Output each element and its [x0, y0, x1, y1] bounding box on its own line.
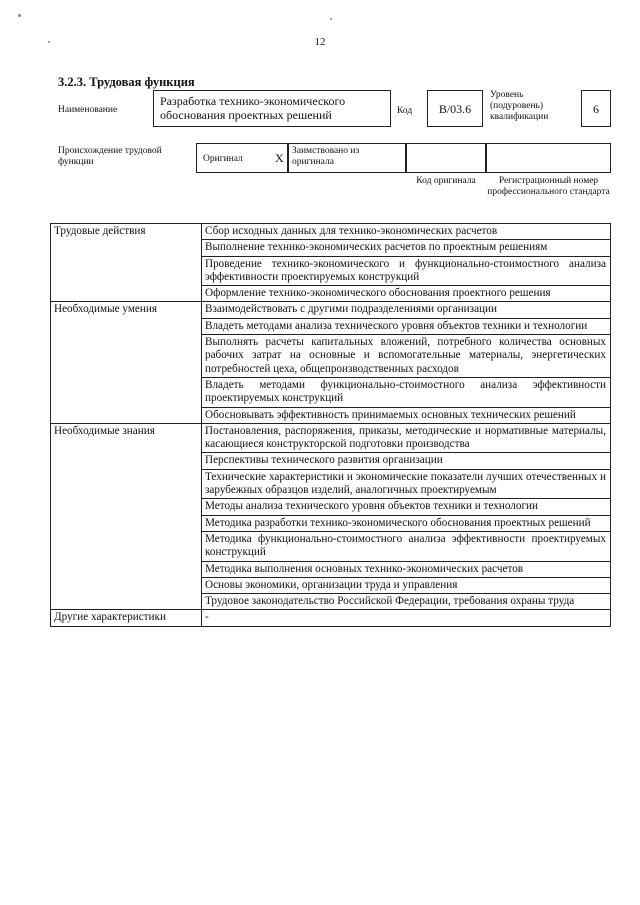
category-cell: Необходимые знания — [51, 423, 202, 610]
code-box — [427, 90, 483, 127]
table-row — [51, 302, 611, 318]
original-box — [196, 143, 288, 173]
code-original-caption: Код оригинала — [416, 176, 476, 186]
item-cell: Владеть методами функционально-стоимостного анализа эффективности проектируемых конструкций — [202, 377, 611, 407]
item-cell: Технические характеристики и экономические показатели лучших отечественных и зарубежных образцов изделий, аналогичных проектируемым — [202, 469, 611, 499]
section-title: 3.2.3. Трудовая функция — [58, 75, 195, 89]
function-table — [50, 223, 611, 627]
scan-speck — [330, 18, 332, 20]
item-cell: Сбор исходных данных для технико-экономических расчетов — [202, 224, 611, 240]
item-cell: Трудовое законодательство Российской Федерации, требования охраны труда — [202, 594, 611, 610]
item-cell: Методы анализа технического уровня объектов техники и технологии — [202, 499, 611, 515]
table-row — [51, 423, 611, 453]
level-box — [581, 90, 611, 127]
code-label: Код — [397, 106, 413, 116]
item-cell: Выполнение технико-экономических расчетов по проектным решениям — [202, 240, 611, 256]
code-original-box — [406, 143, 486, 173]
item-cell: - — [202, 610, 611, 626]
original-label: Оригинал — [203, 154, 243, 164]
category-cell: Другие характеристики — [51, 610, 202, 626]
name-label: Наименование — [58, 105, 118, 115]
item-cell: Выполнять расчеты капитальных вложений, потребного количества основных рабочих затрат на основные и вспомогательные материалы, энергетических потребностей цеха, общепроизводственных расходов — [202, 335, 611, 378]
code-value: В/03.6 — [438, 101, 472, 116]
category-cell: Трудовые действия — [51, 224, 202, 302]
scan-speck — [18, 14, 21, 17]
category-cell: Необходимые умения — [51, 302, 202, 423]
page-number: 12 — [314, 36, 326, 48]
borrowed-box — [288, 143, 406, 173]
table-row — [51, 610, 611, 626]
reg-number-box — [486, 143, 611, 173]
item-cell: Методика функционально-стоимостного анализа эффективности проектируемых конструкций — [202, 531, 611, 561]
item-cell: Владеть методами анализа технического уровня объектов техники и технологии — [202, 318, 611, 334]
item-cell: Методика разработки технико-экономического обоснования проектных решений — [202, 515, 611, 531]
item-cell: Постановления, распоряжения, приказы, методические и нормативные материалы, касающиеся конструкторской подготовки производства — [202, 423, 611, 453]
reg-number-caption: Регистрационный номер профессионального стандарта — [487, 176, 610, 197]
item-cell: Обосновывать эффективность принимаемых основных технических решений — [202, 407, 611, 423]
item-cell: Проведение технико-экономического и функционально-стоимостного анализа эффективности проектируемых конструкций — [202, 256, 611, 286]
level-value: 6 — [593, 101, 599, 116]
origin-label: Происхождение трудовой функции — [58, 146, 162, 167]
function-name-box — [153, 90, 391, 127]
item-cell: Перспективы технического развития организации — [202, 453, 611, 469]
level-label: Уровень (подуровень) квалификации — [490, 90, 549, 122]
borrowed-label: Заимствовано из оригинала — [292, 146, 360, 167]
item-cell: Основы экономики, организации труда и управления — [202, 577, 611, 593]
item-cell: Взаимодействовать с другими подразделениями организации — [202, 302, 611, 318]
original-mark: X — [275, 151, 284, 165]
item-cell: Оформление технико-экономического обоснования проектного решения — [202, 286, 611, 302]
item-cell: Методика выполнения основных технико-экономических расчетов — [202, 561, 611, 577]
table-row — [51, 224, 611, 240]
function-name-value: Разработка технико-экономического обоснования проектных решений — [160, 94, 346, 122]
